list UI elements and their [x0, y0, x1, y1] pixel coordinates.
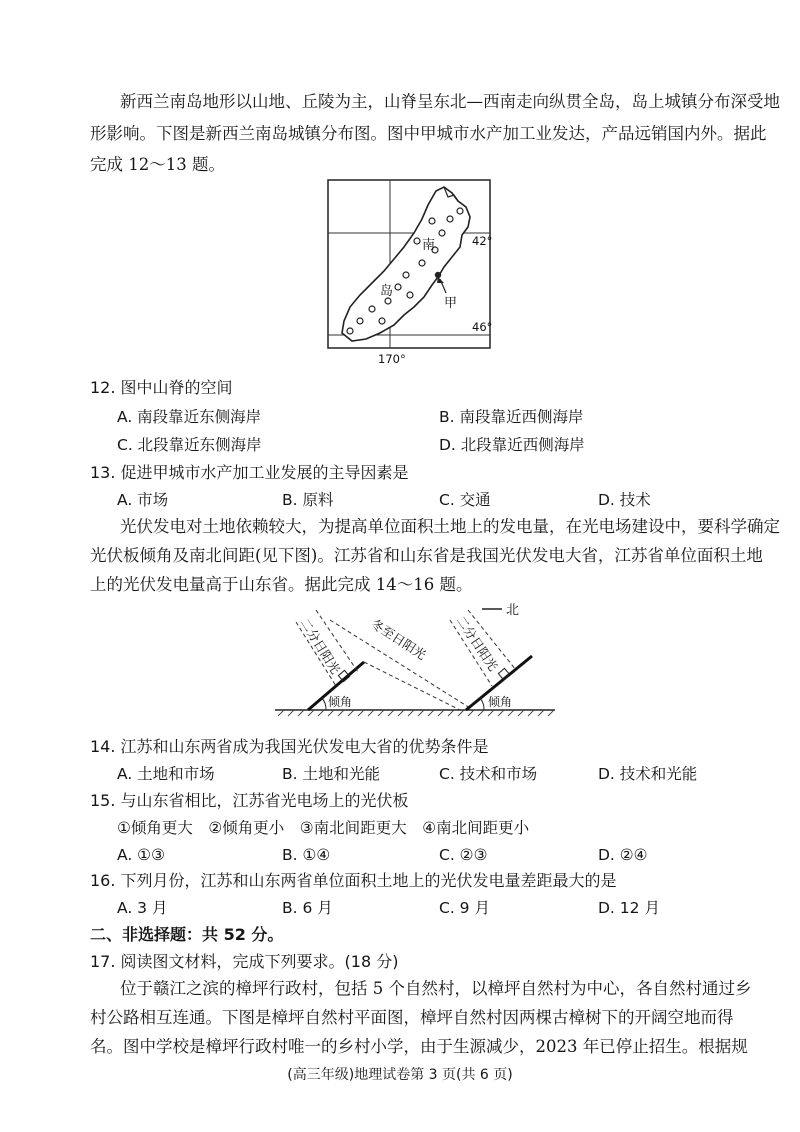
q16-option-c[interactable]: C. 9 月 [439, 899, 490, 917]
q12-option-a[interactable]: A. 南段靠近东侧海岸 [117, 408, 262, 426]
town-marker [419, 260, 425, 266]
q13-option-d[interactable]: D. 技术 [598, 491, 651, 509]
intro2-line1: 光伏发电对土地依赖较大，为提高单位面积土地上的发电量，在光电场建设中，要科学确定 [120, 517, 780, 536]
intro1-line3: 完成 12～13 题。 [90, 155, 225, 174]
north-label: 北 [506, 603, 520, 618]
q15-option-c[interactable]: C. ②③ [439, 846, 488, 864]
town-marker [379, 318, 385, 324]
solstice-label: 冬至日阳光 [368, 615, 429, 663]
q12-option-c[interactable]: C. 北段靠近东侧海岸 [117, 436, 262, 454]
q17-stem: 17. 阅读图文材料，完成下列要求。(18 分) [90, 952, 399, 971]
q14-option-d[interactable]: D. 技术和光能 [598, 765, 698, 783]
intro2-line2: 光伏板倾角及南北间距(见下图)。江苏省和山东省是我国光伏发电大省，江苏省单位面积土地 [90, 546, 763, 565]
town-marker [407, 292, 413, 298]
q13-option-b[interactable]: B. 原料 [282, 491, 334, 509]
town-marker [395, 284, 401, 290]
town-marker [369, 306, 375, 312]
q15-option-d[interactable]: D. ②④ [598, 846, 648, 864]
page-footer: (高三年级)地理试卷第 3 页(共 6 页) [287, 1067, 513, 1083]
q16-stem: 16. 下列月份，江苏和山东两省单位面积土地上的光伏发电量差距最大的是 [90, 871, 617, 890]
q16-option-a[interactable]: A. 3 月 [117, 899, 168, 917]
ground-hatching [278, 710, 554, 716]
town-marker [429, 218, 435, 224]
q15-option-b[interactable]: B. ①④ [282, 846, 331, 864]
q14-option-b[interactable]: B. 土地和光能 [282, 765, 380, 783]
q16-option-d[interactable]: D. 12 月 [598, 899, 660, 917]
left-tilt-label: 倾角 [328, 695, 353, 709]
intro1-line1: 新西兰南岛地形以山地、丘陵为主，山脊呈东北—西南走向纵贯全岛，岛上城镇分布深受地 [120, 92, 780, 111]
q12-option-d[interactable]: D. 北段靠近西侧海岸 [439, 436, 585, 454]
intro2-line3: 上的光伏发电量高于山东省。据此完成 14～16 题。 [90, 575, 473, 594]
label-jia: 甲 [444, 296, 458, 311]
town-marker [447, 216, 453, 222]
solstice-ray-2 [364, 662, 460, 710]
town-marker [347, 328, 353, 334]
q15-statements: ①倾角更大 ②倾角更小 ③南北间距更大 ④南北间距更小 [117, 819, 530, 837]
q17-para-line2: 村公路相互连通。下图是樟坪自然村平面图，樟坪自然村因两棵古樟树下的开阔空地而得 [90, 1008, 734, 1027]
left-tilt-arc [322, 698, 326, 710]
label-lat-46: 46° [472, 320, 493, 334]
pv-panel-diagram [270, 600, 560, 725]
q16-option-b[interactable]: B. 6 月 [282, 899, 333, 917]
q12-stem: 12. 图中山脊的空间 [90, 378, 233, 397]
label-dao: 岛 [380, 284, 394, 299]
intro1-line2: 形影响。下图是新西兰南岛城镇分布图。图中甲城市水产加工业发达，产品远销国内外。据此 [90, 124, 767, 143]
town-marker [357, 318, 363, 324]
section-heading: 二、非选择题：共 52 分。 [90, 925, 284, 944]
q15-option-a[interactable]: A. ①③ [117, 846, 165, 864]
left-equinox-label: 二分日阳光 [297, 615, 344, 677]
label-nan: 南 [422, 238, 436, 253]
q15-stem: 15. 与山东省相比，江苏省光电场上的光伏板 [90, 791, 409, 810]
town-marker [403, 272, 409, 278]
q13-option-a[interactable]: A. 市场 [117, 491, 169, 509]
q14-stem: 14. 江苏和山东两省成为我国光伏发电大省的优势条件是 [90, 737, 489, 756]
town-marker [414, 238, 420, 244]
q14-option-c[interactable]: C. 技术和市场 [439, 765, 538, 783]
town-marker [439, 230, 445, 236]
town-marker [457, 208, 463, 214]
q17-para-line1: 位于赣江之滨的樟坪行政村，包括 5 个自然村，以樟坪自然村为中心，各自然村通过乡 [120, 979, 752, 998]
jia-arrowhead [437, 277, 444, 283]
right-equinox-label: 二分日阳光 [453, 613, 501, 674]
q17-para-line3: 名。图中学校是樟坪行政村唯一的乡村小学，由于生源减少，2023 年已停止招生。根据规 [90, 1037, 748, 1056]
q13-option-c[interactable]: C. 交通 [439, 491, 491, 509]
q13-stem: 13. 促进甲城市水产加工业发展的主导因素是 [90, 463, 409, 482]
right-tilt-label: 倾角 [488, 695, 513, 709]
q12-option-b[interactable]: B. 南段靠近西侧海岸 [439, 408, 584, 426]
south-island-town-map [320, 175, 520, 370]
label-lon-170: 170° [378, 352, 406, 366]
label-lat-42: 42° [472, 234, 493, 248]
q14-option-a[interactable]: A. 土地和市场 [117, 765, 215, 783]
